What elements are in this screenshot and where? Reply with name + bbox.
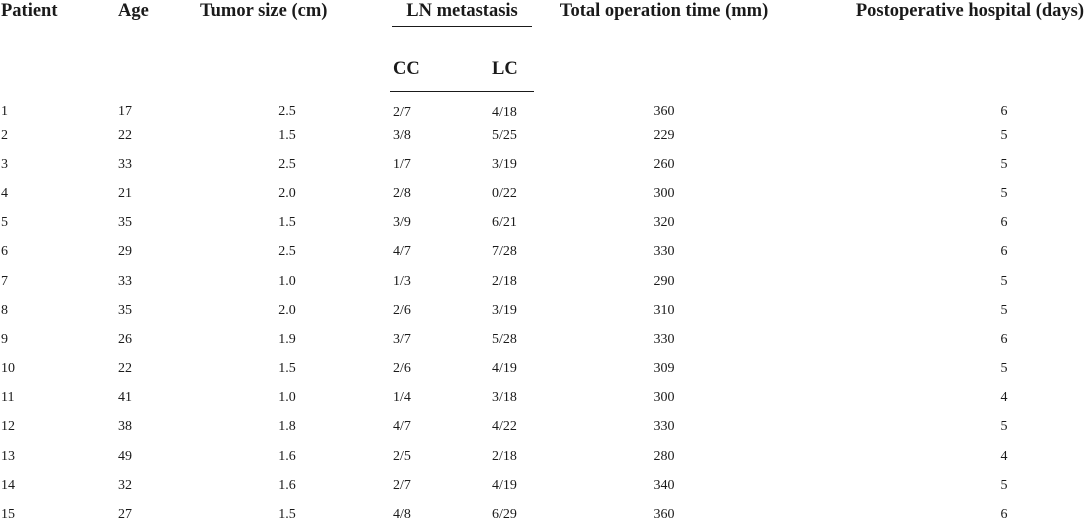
header-age: Age xyxy=(118,1,149,21)
cell-lc: 4/19 xyxy=(492,361,517,377)
cell-tumor-size: 2.5 xyxy=(278,104,296,120)
cell-operation-time: 330 xyxy=(653,331,675,347)
cell-operation-time: 360 xyxy=(653,507,675,523)
cell-age: 22 xyxy=(118,127,132,143)
cell-patient: 1 xyxy=(1,104,8,120)
cell-hospital-days: 5 xyxy=(1000,477,1008,493)
cell-hospital-days: 5 xyxy=(1000,361,1008,377)
cell-operation-time: 320 xyxy=(653,215,675,231)
cell-cc: 4/7 xyxy=(393,419,411,435)
table-row xyxy=(0,442,1084,471)
cell-hospital-days: 5 xyxy=(1000,419,1008,435)
cell-cc: 2/6 xyxy=(393,302,411,318)
header-total-operation-time: Total operation time (mm) xyxy=(559,1,769,21)
cell-hospital-days: 4 xyxy=(1000,390,1008,406)
cell-operation-time: 340 xyxy=(653,477,675,493)
cell-hospital-days: 6 xyxy=(1000,104,1008,120)
table-row xyxy=(0,413,1084,442)
cell-patient: 3 xyxy=(1,156,8,172)
cell-lc: 4/19 xyxy=(492,477,517,493)
cell-cc: 4/8 xyxy=(393,507,411,523)
table-row xyxy=(0,296,1084,325)
cell-tumor-size: 1.6 xyxy=(278,477,296,493)
header-cc: CC xyxy=(390,49,462,92)
cell-hospital-days: 5 xyxy=(1000,302,1008,318)
cell-lc: 6/29 xyxy=(492,507,517,523)
cell-patient: 15 xyxy=(1,507,15,523)
table-row xyxy=(0,500,1084,529)
cell-hospital-days: 5 xyxy=(1000,156,1008,172)
cell-age: 22 xyxy=(118,361,132,377)
cell-hospital-days: 5 xyxy=(1000,127,1008,143)
table-row xyxy=(0,355,1084,384)
cell-lc: 0/22 xyxy=(492,185,517,201)
cell-cc: 1/4 xyxy=(393,390,411,406)
cell-tumor-size: 1.5 xyxy=(278,127,296,143)
cell-patient: 10 xyxy=(1,361,15,377)
cell-age: 29 xyxy=(118,244,132,260)
cell-tumor-size: 1.9 xyxy=(278,331,296,347)
cell-patient: 5 xyxy=(1,215,8,231)
cell-lc: 3/18 xyxy=(492,390,517,406)
cell-age: 17 xyxy=(118,104,132,120)
header-ln-metastasis xyxy=(390,0,534,49)
cell-operation-time: 229 xyxy=(653,127,675,143)
cell-age: 35 xyxy=(118,302,132,318)
cell-lc: 6/21 xyxy=(492,215,517,231)
cell-cc: 1/7 xyxy=(393,156,411,172)
cell-operation-time: 290 xyxy=(653,273,675,289)
cell-age: 33 xyxy=(118,273,132,289)
table-row xyxy=(0,325,1084,354)
cell-cc: 2/7 xyxy=(393,104,411,120)
cell-operation-time: 310 xyxy=(653,302,675,318)
cell-hospital-days: 5 xyxy=(1000,185,1008,201)
cell-hospital-days: 5 xyxy=(1000,273,1008,289)
cell-patient: 9 xyxy=(1,331,8,347)
cell-age: 21 xyxy=(118,185,132,201)
cell-operation-time: 300 xyxy=(653,185,675,201)
cell-tumor-size: 2.0 xyxy=(278,185,296,201)
table-row xyxy=(0,471,1084,500)
cell-cc: 2/8 xyxy=(393,185,411,201)
cell-operation-time: 280 xyxy=(653,448,675,464)
cell-patient: 2 xyxy=(1,127,8,143)
cell-cc: 2/7 xyxy=(393,477,411,493)
cell-cc: 3/7 xyxy=(393,331,411,347)
cell-cc: 1/3 xyxy=(393,273,411,289)
cell-hospital-days: 6 xyxy=(1000,507,1008,523)
cell-hospital-days: 4 xyxy=(1000,448,1008,464)
table-row xyxy=(0,150,1084,179)
cell-age: 33 xyxy=(118,156,132,172)
cell-operation-time: 260 xyxy=(653,156,675,172)
cell-lc: 2/18 xyxy=(492,273,517,289)
cell-lc: 5/28 xyxy=(492,331,517,347)
cell-patient: 4 xyxy=(1,185,8,201)
cell-cc: 4/7 xyxy=(393,244,411,260)
cell-lc: 2/18 xyxy=(492,448,517,464)
cell-patient: 13 xyxy=(1,448,15,464)
cell-lc: 4/18 xyxy=(492,104,517,120)
cell-operation-time: 360 xyxy=(653,104,675,120)
cell-operation-time: 300 xyxy=(653,390,675,406)
table-row xyxy=(0,121,1084,150)
cell-operation-time: 309 xyxy=(653,361,675,377)
table-body xyxy=(0,92,1084,530)
cell-lc: 5/25 xyxy=(492,127,517,143)
table-row xyxy=(0,179,1084,208)
table-header xyxy=(0,0,1084,92)
table-row xyxy=(0,209,1084,238)
cell-age: 41 xyxy=(118,390,132,406)
cell-cc: 2/5 xyxy=(393,448,411,464)
cell-patient: 14 xyxy=(1,477,15,493)
cell-age: 32 xyxy=(118,477,132,493)
header-ln-metastasis-label: LN metastasis xyxy=(392,1,532,27)
cell-tumor-size: 1.5 xyxy=(278,507,296,523)
cell-tumor-size: 1.0 xyxy=(278,390,296,406)
cell-hospital-days: 6 xyxy=(1000,244,1008,260)
table-row xyxy=(0,238,1084,267)
header-postoperative-hospital: Postoperative hospital (days) xyxy=(855,1,1084,21)
cell-tumor-size: 1.8 xyxy=(278,419,296,435)
cell-operation-time: 330 xyxy=(653,244,675,260)
cell-age: 38 xyxy=(118,419,132,435)
header-tumor-size: Tumor size (cm) xyxy=(200,1,328,21)
cell-lc: 3/19 xyxy=(492,302,517,318)
cell-cc: 2/6 xyxy=(393,361,411,377)
cell-cc: 3/8 xyxy=(393,127,411,143)
cell-hospital-days: 6 xyxy=(1000,331,1008,347)
cell-patient: 12 xyxy=(1,419,15,435)
cell-age: 49 xyxy=(118,448,132,464)
cell-patient: 7 xyxy=(1,273,8,289)
cell-tumor-size: 2.0 xyxy=(278,302,296,318)
cell-patient: 6 xyxy=(1,244,8,260)
cell-patient: 11 xyxy=(1,390,15,406)
cell-tumor-size: 1.5 xyxy=(278,215,296,231)
table-row xyxy=(0,384,1084,413)
cell-lc: 3/19 xyxy=(492,156,517,172)
cell-lc: 7/28 xyxy=(492,244,517,260)
header-lc: LC xyxy=(462,49,534,92)
header-patient: Patient xyxy=(1,1,58,21)
cell-tumor-size: 2.5 xyxy=(278,244,296,260)
cell-age: 27 xyxy=(118,507,132,523)
cell-age: 26 xyxy=(118,331,132,347)
cell-operation-time: 330 xyxy=(653,419,675,435)
cell-lc: 4/22 xyxy=(492,419,517,435)
cell-age: 35 xyxy=(118,215,132,231)
table-row xyxy=(0,267,1084,296)
cell-tumor-size: 1.0 xyxy=(278,273,296,289)
table-row xyxy=(0,92,1084,122)
cell-cc: 3/9 xyxy=(393,215,411,231)
cell-tumor-size: 1.6 xyxy=(278,448,296,464)
cell-patient: 8 xyxy=(1,302,8,318)
cell-tumor-size: 2.5 xyxy=(278,156,296,172)
cell-tumor-size: 1.5 xyxy=(278,361,296,377)
cell-hospital-days: 6 xyxy=(1000,215,1008,231)
